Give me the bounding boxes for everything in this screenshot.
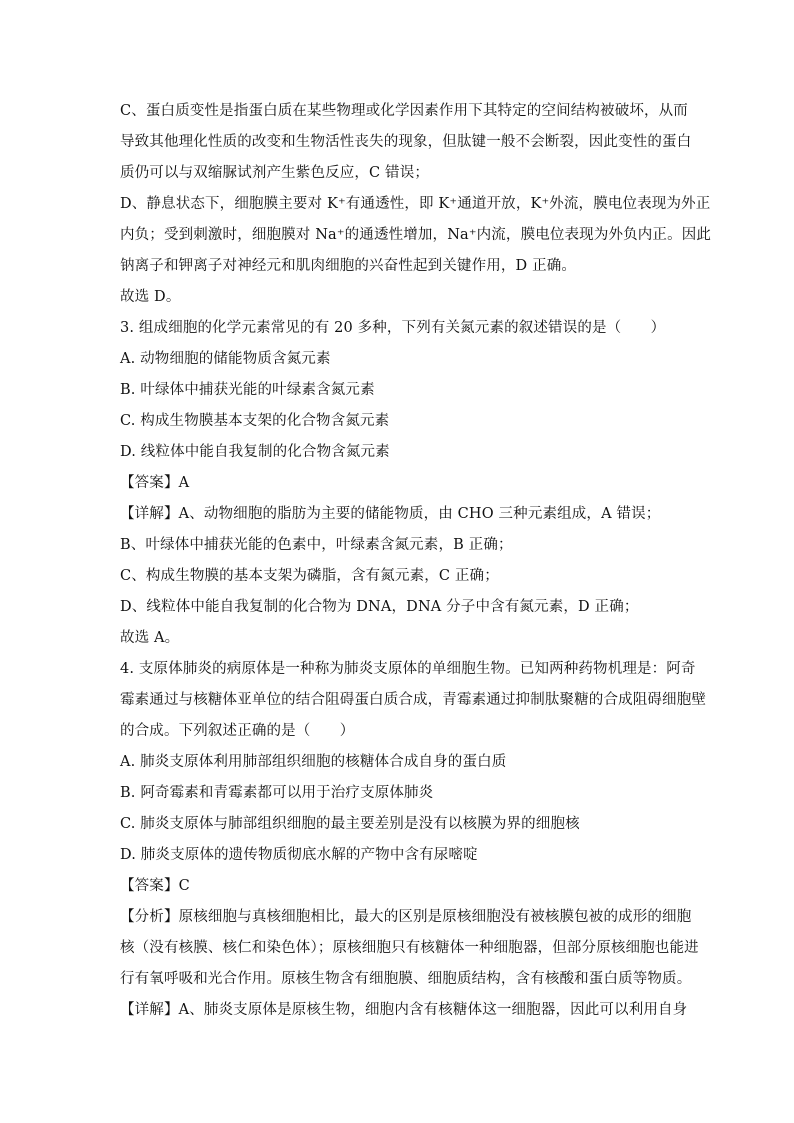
text-line: 核（没有核膜、核仁和染色体）；原核细胞只有核糖体一种细胞器，但部分原核细胞也能进 [120,940,699,956]
question-4-option-c: C. 肺炎支原体与肺部组织细胞的最主要差别是没有以核膜为界的细胞核 [120,816,580,832]
document-body [120,96,712,1026]
text-line: 导致其他理化性质的改变和生物活性丧失的现象，但肽键一般不会断裂，因此变性的蛋白 [120,134,692,150]
question-3-option-a: A. 动物细胞的储能物质含氮元素 [120,351,331,367]
text-line: 故选 A。 [120,630,180,646]
text-line: C、构成生物膜的基本支架为磷脂，含有氮元素，C 正确； [120,568,499,584]
question-3-answer: 【答案】A [120,475,190,491]
question-4-option-a: A. 肺炎支原体利用肺部组织细胞的核糖体合成自身的蛋白质 [120,754,507,770]
question-3-option-c: C. 构成生物膜基本支架的化合物含氮元素 [120,413,390,429]
question-4-option-b: B. 阿奇霉素和青霉素都可以用于治疗支原体肺炎 [120,785,434,801]
question-3-explanation: 【详解】A、动物细胞的脂肪为主要的储能物质，由 CHO 三种元素组成，A 错误； [120,506,661,522]
question-4-answer: 【答案】C [120,878,190,894]
question-4-analysis: 【分析】原核细胞与真核细胞相比，最大的区别是原核细胞没有被核膜包被的成形的细胞 [120,909,692,925]
question-4-stem: 4. 支原体肺炎的病原体是一种称为肺炎支原体的单细胞生物。已知两种药物机理是：阿奇 [120,661,696,677]
text-line: 钠离子和钾离子对神经元和肌肉细胞的兴奋性起到关键作用，D 正确。 [120,258,577,274]
question-3-option-d: D. 线粒体中能自我复制的化合物含氮元素 [120,444,390,460]
text-line: C、蛋白质变性是指蛋白质在某些物理或化学因素作用下其特定的空间结构被破坏，从而 [120,103,688,119]
text-line: B、叶绿体中捕获光能的色素中，叶绿素含氮元素，B 正确； [120,537,513,553]
text-line: D、静息状态下，细胞膜主要对 K⁺有通透性，即 K⁺通道开放，K⁺外流，膜电位表现为外正 [120,196,711,212]
question-4-explanation: 【详解】A、肺炎支原体是原核生物，细胞内含有核糖体这一细胞器，因此可以利用自身 [120,1002,688,1018]
text-line: 内负；受到刺激时，细胞膜对 Na⁺的通透性增加，Na⁺内流，膜电位表现为外负内正。因此 [120,227,712,243]
text-line: 质仍可以与双缩脲试剂产生紫色反应，C 错误； [120,165,430,181]
text-line: 行有氧呼吸和光合作用。原核生物含有细胞膜、细胞质结构，含有核酸和蛋白质等物质。 [120,971,692,987]
text-line: 的合成。下列叙述正确的是（ ） [120,723,355,739]
text-line: 霉素通过与核糖体亚单位的结合阻碍蛋白质合成，青霉素通过抑制肽聚糖的合成阻碍细胞壁 [120,692,706,708]
question-3-stem: 3. 组成细胞的化学元素常见的有 20 多种，下列有关氮元素的叙述错误的是（ ） [120,320,666,336]
text-line: 故选 D。 [120,289,181,305]
question-4-option-d: D. 肺炎支原体的遗传物质彻底水解的产物中含有尿嘧啶 [120,847,478,863]
text-line: D、线粒体中能自我复制的化合物为 DNA，DNA 分子中含有氮元素，D 正确； [120,599,639,615]
question-3-option-b: B. 叶绿体中捕获光能的叶绿素含氮元素 [120,382,375,398]
